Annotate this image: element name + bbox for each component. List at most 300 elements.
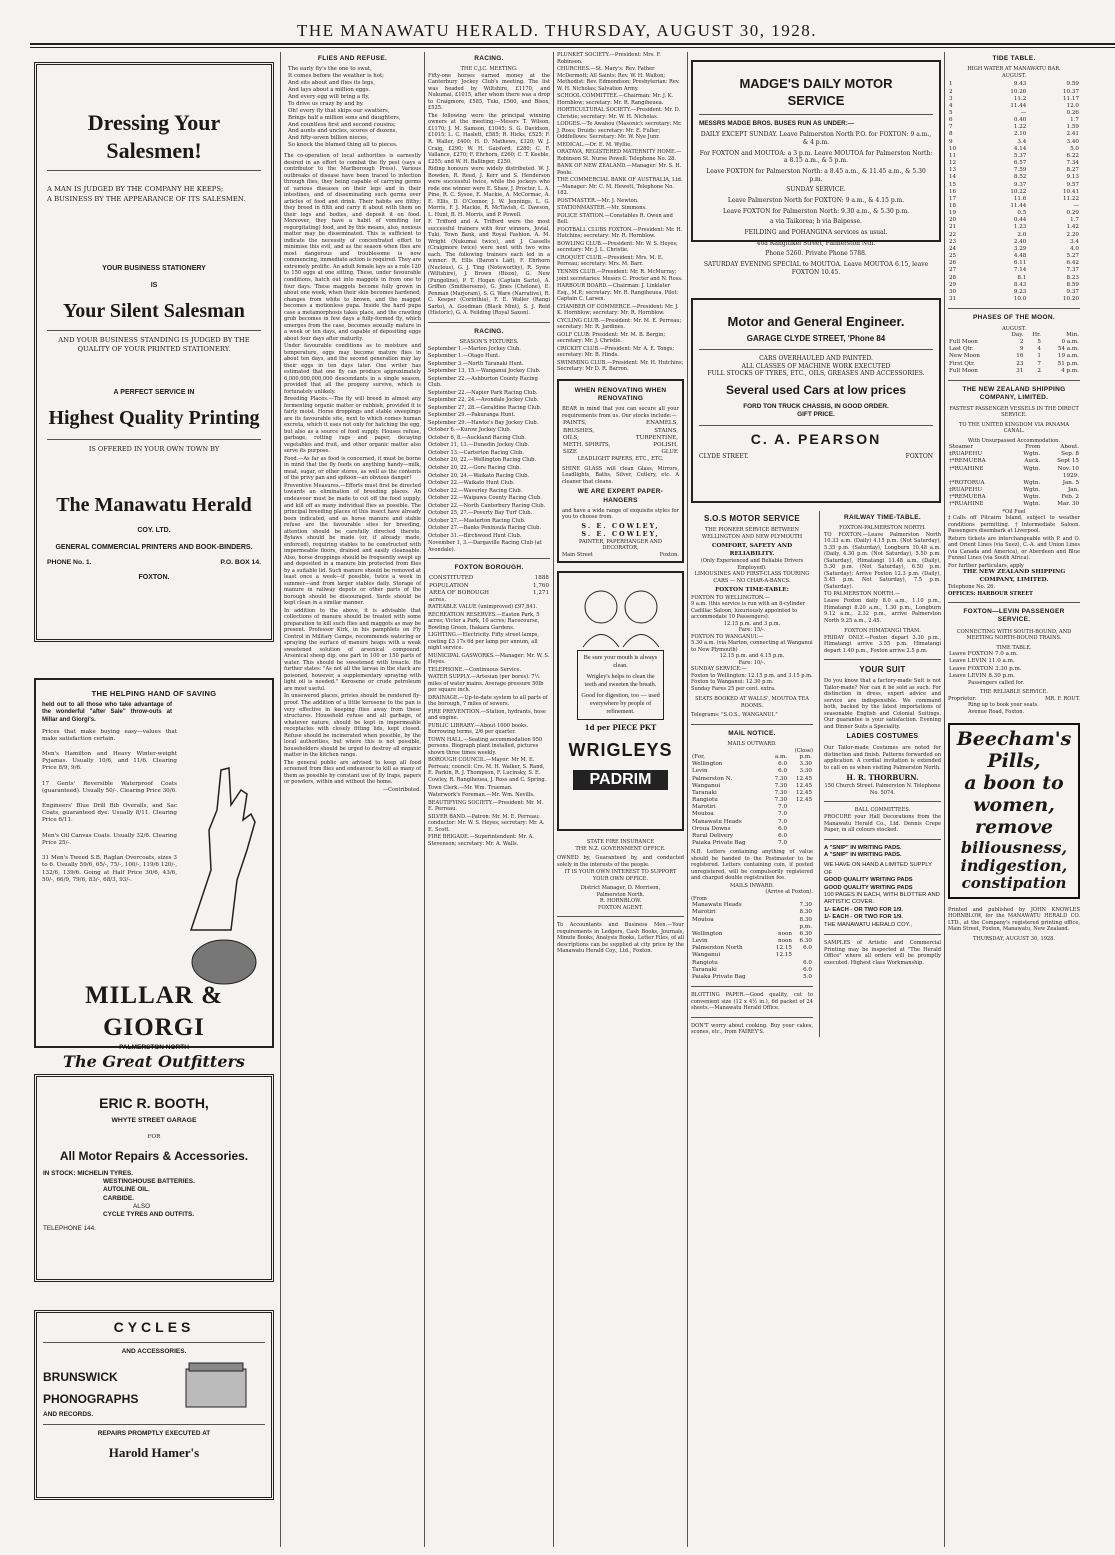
- list-item: Town Clerk.—Mr. Wm. Trueman.: [428, 784, 513, 791]
- table-row: [948, 103, 1080, 110]
- table-cell: 12.45: [795, 789, 812, 796]
- mail-outward-table: [691, 754, 813, 847]
- poem-line: Oh! every fly that skips our swatters,: [288, 107, 390, 114]
- table-cell: Wgtn.: [1023, 501, 1041, 508]
- fixture-item: October 27.—Banks Peninsula Racing Club.: [428, 525, 541, 532]
- pearson-ad: [691, 298, 941, 503]
- table-row: [948, 480, 1080, 487]
- table-cell: 10.41: [1062, 188, 1079, 195]
- table-cell: 8.27: [1066, 167, 1079, 174]
- table-cell: 7.34: [1066, 160, 1079, 167]
- ad-line: (Only Experienced and Reliable Drivers Employed).: [700, 558, 804, 571]
- table-cell: 1,760: [532, 582, 549, 589]
- ad-line: WHYTE STREET GARAGE: [111, 1116, 197, 1124]
- table-cell: 19: [949, 210, 957, 217]
- table-cell: 2.41: [1066, 131, 1079, 138]
- ad-line: Ring up to book your seats.: [968, 702, 1039, 709]
- table-cell: Palmerston North: [692, 945, 743, 952]
- table-cell: 8: [949, 131, 953, 138]
- table-cell: 0.29: [1066, 210, 1079, 217]
- table-cell: —: [1020, 109, 1027, 116]
- article-title: FLIES AND REFUSE.: [317, 55, 388, 62]
- table-row: [691, 938, 813, 945]
- column-divider: [687, 52, 688, 1547]
- table-cell: Oroua Downs: [692, 825, 731, 832]
- table-cell: [793, 952, 813, 959]
- ad-line: IT IS YOUR OWN INTEREST TO SUPPORT YOUR OWN OFFICE.: [564, 869, 677, 882]
- column-divider: [424, 52, 425, 1547]
- table-row: [691, 833, 813, 840]
- table-cell: 1929.: [1062, 472, 1079, 479]
- ad-line: GARAGE CLYDE STREET, 'Phone 84: [746, 333, 886, 343]
- table-row: [691, 840, 813, 847]
- ad-headline: All Motor Repairs & Accessories.: [59, 1148, 249, 1163]
- ad-line: Passengers called for.: [968, 679, 1025, 686]
- fixture-item: October 6, 8.—Auckland Racing Club.: [428, 434, 526, 441]
- table-cell: 6.0: [803, 945, 812, 952]
- list-item: FOOTBALL CLUBS FOXTON.—President: Mr. H. Hutchins; secretary: Mr. R. Hornblow.: [557, 226, 683, 240]
- ad-line: Our Tailor-made Costumes are noted for distinction and finish. Patterns forwarded on application. A cordial invitation is extended to call on us when visiting Palmerston North.: [824, 745, 941, 771]
- table-cell: 7: [949, 124, 953, 131]
- table-row: [948, 275, 1080, 282]
- table-cell: 11.44: [1010, 102, 1027, 109]
- table-cell: 0 a.m.: [1061, 339, 1079, 346]
- ad-line: WESTINGHOUSE BATTERIES.: [103, 1178, 195, 1186]
- fixture-item: September 1.—Marton Jockey Club.: [428, 345, 521, 352]
- ad-line: MESSRS MADGE BROS. BUSES RUN AS UNDER:—: [699, 120, 855, 128]
- ad-line: R. HORNBLOW.: [599, 898, 642, 905]
- ad-line: COMFORT, SAFETY AND RELIABILITY.: [711, 543, 793, 557]
- table-cell: Wgtn.: [1023, 465, 1041, 472]
- ad-headline: The Manawatu Herald: [56, 494, 252, 517]
- table-cell: ‡RUAPEHU: [949, 451, 983, 458]
- table-cell: 9.57: [1066, 181, 1079, 188]
- ad-headline: THE HELPING HAND OF SAVING: [91, 689, 217, 698]
- table-cell: 5.37: [1013, 152, 1027, 159]
- ad-line: FOXTON.: [138, 573, 170, 581]
- poem-line: And sits about and flies its legs,: [288, 80, 375, 87]
- table-row: [691, 783, 813, 790]
- table-cell: Wanganui: [692, 952, 721, 959]
- imprint-date: THURSDAY, AUGUST 30, 1928.: [972, 935, 1056, 942]
- list-item: HORTICULTURAL SOCIETY.—President: Mr. D. Christie; secretary: Mr. W. H. Nicholas.: [557, 107, 681, 120]
- paragraph: Riding honours were widely distributed. W. J. Bowden, R. Reed, J. Kerr and S. Henderson were successful twice, while the jockeys who rode one winner were E. Shaw, J. Procter, L. A. Pine, R. C. Sysoe, E. Mackie, A. McCormac, A. E. Ellis, D. O'Connor, J. W. Jennings, L. G. Morris, F. J. Mackie, R. McTavish, C. Dawson, L. Hunt, B. H. Morris, and P. Powell.: [428, 166, 550, 218]
- list-item: ORATAVA, REGISTERED MATERNITY HOME.—Robinson St. Nurse Powell. Telephone No. 28.: [557, 149, 682, 162]
- table-cell: Wanganui: [692, 782, 721, 789]
- table-row: [562, 449, 679, 456]
- table-row: [948, 487, 1080, 494]
- table-cell: 9.23: [1013, 288, 1027, 295]
- table-cell: †*ROTORUA: [949, 479, 985, 486]
- ad-line: SEATS BOOKED AT WALLS', MOUTOA TEA ROOMS.: [695, 696, 809, 709]
- brand-sub: PALMERSTON NORTH: [119, 1044, 189, 1051]
- table-row: [948, 124, 1080, 131]
- table-cell: [788, 819, 813, 826]
- list-item: BEAUTIFYING SOCIETY.—President: Mr. M. E. Perreau.: [428, 799, 544, 813]
- table-cell: [768, 909, 793, 916]
- table-cell: Leave LEVIN 11.0 a.m.: [949, 658, 1015, 665]
- table-cell: 7.0: [778, 804, 788, 811]
- ad-line: FORD TON TRUCK CHASSIS, IN GOOD ORDER.: [743, 403, 889, 411]
- article-subtitle: HIGH WATER AT MANAWATU BAR.: [967, 66, 1061, 73]
- table-cell: First Qtr.: [949, 360, 975, 367]
- table-cell: TURPENTINE,: [635, 434, 678, 441]
- table-cell: Sept 15: [1057, 458, 1079, 465]
- ad-line: IN STOCK: MICHELIN TYRES.: [43, 1170, 134, 1178]
- ad-line: FOR: [147, 1133, 161, 1140]
- table-caption: MAILS INWARD.: [730, 882, 774, 889]
- list-item: BOWLING CLUB.—President: Mr. W. S. Heyes; secretary: Mr. J. L. Christie.: [557, 240, 678, 254]
- table-cell: Wgtn.: [1023, 451, 1041, 458]
- table-row: [428, 575, 550, 582]
- notice-cakes: DON'T worry about cooking. Buy your cakes, scones, etc., from FAIREY'S.: [691, 1022, 813, 1036]
- table-cell: 1: [949, 81, 953, 88]
- table-cell: —: [1073, 203, 1079, 209]
- schedule-line: SUNDAY SERVICE.: [786, 186, 846, 194]
- table-caption: (Close): [794, 747, 813, 754]
- table-row: [948, 203, 1080, 210]
- table-row: [691, 776, 813, 783]
- phone-number: PHONE No. 1.: [47, 558, 92, 566]
- table-cell: 1888: [534, 575, 549, 582]
- ad-line: GIFT PRICE.: [797, 411, 835, 419]
- table-cell: [768, 974, 793, 981]
- list-item: WATER SUPPLY.—Artesian (per bores). 7½ miles of water mains. Average pressure 50lb per square inch.: [428, 674, 544, 694]
- list-item: SWIMMING CLUB.—President: Mr. H. Hutchins; Secretary: Mr D. R. Barron.: [557, 359, 684, 373]
- table-cell: [788, 804, 813, 811]
- ad-line: GOOD QUALITY WRITING PADS: [824, 884, 913, 891]
- ad-line: A BUSINESS BY THE APPEARANCE OF ITS SALESMEN.: [47, 195, 246, 203]
- ad-line: CLYDE STREET.: [699, 452, 749, 460]
- table-row: [562, 435, 679, 442]
- table-row: [948, 353, 1080, 360]
- table-cell: Wellington: [692, 930, 723, 937]
- table-cell: 4.48: [1013, 253, 1027, 260]
- table-row: [562, 442, 679, 449]
- table-row: [948, 167, 1080, 174]
- table-cell: Feb. 2: [1061, 494, 1079, 501]
- schedule-line: DAILY EXCEPT SUNDAY. Leave Palmerston North P.O. for FOXTON: 9 a.m., & 4 p.m.: [700, 131, 932, 146]
- table-cell: 6.30: [799, 930, 812, 937]
- ad-line: Good for digestion, too — used everywhere by people of refinement.: [581, 691, 660, 715]
- list-item: RECREATION RESERVES.—Easton Park, 5 acres; Victor a Park, 10 acres; Racecourse, Bowling Green, Ihakara Gardens.: [428, 611, 540, 631]
- ad-headline: S.O.S MOTOR SERVICE: [703, 514, 801, 523]
- table-row: [948, 160, 1080, 167]
- levin-timetable: [948, 651, 1080, 680]
- ad-line: constipation: [961, 874, 1067, 893]
- ad-item: 17 Gents' Reversible Waterproof Coats (guaranteed). Usually 50/-. Clearing Price 30/6.: [42, 780, 177, 794]
- table-caption: MAILS OUTWARD.: [727, 741, 777, 748]
- ad-line: 1/- EACH - OR TWO FOR 1/9.: [824, 914, 903, 921]
- table-row: [948, 110, 1080, 117]
- ad-headline: CYCLES: [113, 1319, 195, 1335]
- table-row: [948, 651, 1023, 658]
- table-cell: 6.42: [1066, 260, 1079, 267]
- table-cell: 9.37: [1066, 288, 1079, 295]
- fixture-item: October 20, 22.—Gore Racing Club.: [428, 464, 521, 471]
- ad-headline: WE ARE EXPERT PAPER-HANGERS: [577, 488, 664, 504]
- ad-line: 1/- EACH - OR TWO FOR 1/9.: [824, 906, 903, 913]
- table-cell: 1,271: [532, 589, 549, 596]
- table-row: [691, 917, 813, 924]
- table-cell: Auck.: [1024, 458, 1041, 465]
- table-row: [948, 282, 1080, 289]
- ad-line: AND YOUR BUSINESS STANDING IS JUDGED BY THE QUALITY OF YOUR PRINTED STATIONERY.: [58, 336, 250, 353]
- table-cell: Rangiotu: [692, 797, 718, 804]
- column-6: [948, 52, 1080, 1547]
- table-cell: †*REMUERA: [949, 458, 986, 465]
- millar-giorgi-ad: [34, 678, 274, 1072]
- list-item: RATEABLE VALUE (unimproved) £97,841.: [428, 604, 538, 611]
- table-cell: [691, 924, 768, 931]
- ad-line: YOUR BUSINESS STATIONERY: [102, 264, 206, 272]
- article-title: TIDE TABLE.: [992, 55, 1036, 62]
- table-cell: Mar. 30: [1057, 501, 1079, 508]
- table-cell: 23: [949, 238, 957, 245]
- table-cell: 7.30: [774, 789, 788, 796]
- list-item: GOLF CLUB: President: Mr. M. B. Bergin; secretary: Mr. J. Christie.: [557, 331, 666, 345]
- table-cell: 8.23: [1066, 274, 1079, 281]
- table-cell: [1011, 473, 1042, 480]
- schedule-line: FEILDING and POHANGINA services as usual.: [744, 229, 888, 237]
- ad-headline: ERIC R. BOOTH,: [99, 1095, 209, 1111]
- table-cell: Taranaki: [692, 966, 717, 973]
- table-cell: 10.20: [1062, 296, 1079, 303]
- fixture-item: September 29.—Pakuranga Hunt.: [428, 412, 516, 419]
- ad-line: Be sure your mouth is always clean.: [583, 654, 658, 670]
- table-cell: 3.30: [799, 768, 812, 775]
- table-cell: noon: [777, 930, 792, 937]
- list-item: STATIONMASTER.—Mr. Simmons.: [557, 205, 647, 212]
- table-cell: 8.59: [1066, 281, 1079, 288]
- article-title: FOXTON BOROUGH.: [454, 564, 524, 572]
- ad-line: BRUNSWICK: [43, 1370, 118, 1385]
- poem-line: And countless first and second cousins;: [288, 121, 396, 128]
- list-item: SILVER BAND.—Patron: Mr. M. E. Perreau; conductor: Mr. W. S. Heyes; secretary: Mr. A. E. Scott.: [428, 813, 545, 833]
- table-cell: 7.0: [778, 840, 788, 847]
- table-cell: [948, 473, 1011, 480]
- list-item: DRAINAGE.—Up-to-date system to all parts of the borough, 7 miles of sewers.: [428, 694, 548, 708]
- poem-line: So knock the blamed thing all to pieces.: [288, 142, 398, 149]
- table-cell: 26: [949, 260, 957, 267]
- list-item: THE COMMERCIAL BANK OF AUSTRALIA, Ltd.—Manager: Mr. C. M. Hewett, Telephone No. 182.: [557, 177, 683, 197]
- table-row: [948, 296, 1080, 303]
- table-row: [691, 826, 813, 833]
- table-row: [428, 590, 550, 597]
- ad-line: OFFICES: HARBOUR STREET: [948, 590, 1033, 597]
- table-row: [948, 117, 1080, 124]
- table-cell: 8.52: [1013, 174, 1027, 181]
- ad-line: THE N.Z. GOVERNMENT OFFICE.: [575, 845, 666, 852]
- ad-line: FOXTON: [905, 452, 933, 460]
- table-cell: [788, 833, 813, 840]
- list-item: TOWN HALL.—Seating accommodation 950 persons. Biograph plant installed, pictures shown three times weekly.: [428, 736, 543, 756]
- table-row: [948, 361, 1080, 368]
- table-row: [948, 458, 1080, 465]
- fixture-item: October 22.—Waverley Racing Club.: [428, 487, 523, 494]
- brand-logo: WRIGLEYS: [568, 739, 673, 760]
- table-row: [691, 804, 813, 811]
- table-cell: Jan.: [1068, 487, 1079, 494]
- table-cell: 12.45: [795, 782, 812, 789]
- table-cell: 24: [949, 245, 957, 252]
- notice-accountants: To Accountants and Business Men.—Your requirements in Ledgers, Cash Books, Journals, Minute Books, Analysis Books, Letter Files, of all descriptions can be supplied at city price by the Manawatu Herald Coy., Ltd., Foxton.: [557, 922, 684, 955]
- table-cell: 9.59: [1066, 81, 1079, 88]
- article-title: PHASES OF THE MOON.: [973, 314, 1055, 322]
- ad-line: TELEPHONE 144.: [43, 1225, 96, 1233]
- fixture-item: September 22, 24.—Avondale Jockey Club.: [428, 397, 539, 404]
- table-row: [948, 451, 1080, 458]
- ad-line: IS OFFERED IN YOUR OWN TOWN BY: [88, 445, 220, 454]
- list-item: TELEPHONE.—Continuous Service.: [428, 666, 522, 673]
- brand-tagline: The Great Outfitters: [63, 1052, 245, 1072]
- table-cell: †*REMUERA: [949, 494, 986, 501]
- table-cell: p.m.: [799, 754, 812, 761]
- article-subtitle: SEASON'S FIXTURES.: [459, 339, 519, 346]
- table-cell: 6.0: [803, 959, 812, 966]
- table-cell: 51 p.m.: [1057, 360, 1079, 367]
- list-item: LODGES.—Te Awahou (Masonic): secretary: Mr. J. Ross; Druids: secretary: Mr. E. Fuller; Oddfellows: Secretary: Mr. W. Nye Junr.: [557, 121, 682, 141]
- ad-line: H. R. THORBURN.: [846, 773, 919, 783]
- list-item: BANK OF NEW ZEALAND.—Manager: Mr. S. H. Poole.: [557, 163, 682, 176]
- table-cell: 18: [949, 203, 957, 209]
- table-row: [691, 909, 813, 916]
- eric-booth-ad: [34, 1074, 274, 1282]
- ad-item: 31 Men's Tweed S.B. Raglan Overcoats, sizes 3 to 6. Usually 59/6, 65/-, 75/-, 100/-, 119/6 120/-, 132/6, 139/6. Going at Half Price 30/6, 43/6, 50/-, 66/9, 79/6, 83/-, 68/3, 93/-.: [42, 855, 177, 883]
- ad-headline: LADIES COSTUMES: [846, 733, 919, 741]
- table-cell: †*RUAHINE: [949, 465, 984, 472]
- fixture-item: September 13, 15.—Wanganui Jockey Club.: [428, 368, 541, 375]
- table-row: [691, 761, 813, 768]
- ad-line: Main Street: [562, 551, 593, 558]
- table-cell: 22: [949, 231, 957, 238]
- ad-headline: Your Silent Salesman: [63, 299, 245, 322]
- ad-line: GENERAL COMMERCIAL PRINTERS AND BOOK-BINDERS.: [55, 543, 253, 551]
- column-2: [284, 52, 421, 1547]
- table-cell: 11.6: [1013, 195, 1027, 202]
- table-cell: noon: [777, 938, 792, 945]
- borough-list: [428, 604, 550, 847]
- goods-table: [562, 420, 679, 456]
- ad-line: A "SNIP" IN WRITING PADS.: [824, 851, 902, 858]
- paragraph: The co-operation of local authorities is earnestly desired in an effort to combat the fly pest (says a contributor to the Marlborough Press). Various outbreaks of disease have been traced to infection through flies, they being capable of carrying germs of various diseases on their legs and in their intestines, and of disseminating such germs over articles of food and drink. Their habits are filthy; they breed in filth and carry it about with them on their legs and bodies, and deposit it on food. Moreover, they have a habit of vomiting (or regurgitating) food, and by this means, also, noxious matter may be disseminated. This is sufficient to indicate the necessity of concentrated effort to minimise this evil, and as the season when flies are most dangerous and troublesome is now commencing, immediate action is required. They are extremely prolific. An adult female lays as a rule 120 to 150 eggs at one sitting. These, under favourable conditions, hatch out into maggots in from one to four days. These maggots become fully grown in about one week, when their skin becomes hardened, changes from white to brown, and the maggot becomes a motionless pupa. Inside the hard pupa case a metamorphosis takes place, and the crawling grub becomes in few days a fully-formed fly, which emerges from the case, becomes sexually mature in a week or ten days, and capable of depositing eggs about four days after maturity.: [284, 153, 421, 342]
- couple-illustration: [563, 577, 678, 647]
- table-cell: 1.7: [1070, 117, 1079, 124]
- table-cell: a.m.: [774, 754, 788, 761]
- beechams-ad: [948, 723, 1080, 898]
- table-cell: 31: [1016, 367, 1024, 374]
- table-cell: 7.30: [774, 797, 788, 804]
- table-row: [948, 658, 1023, 665]
- table-cell: 20: [949, 217, 957, 224]
- table-cell: [768, 960, 793, 967]
- table-cell: 0.44: [1013, 217, 1027, 224]
- table-row: [691, 902, 813, 909]
- ad-line: Proprietor:: [948, 695, 977, 702]
- ad-line: 12.15 p.m. and 3 p.m.: [723, 620, 781, 627]
- fixture-item: October 22.—Waikato Hunt Club.: [428, 480, 515, 487]
- table-row: [691, 931, 813, 938]
- article-title: RACING.: [474, 55, 504, 62]
- ad-headline: FOXTON—LEVIN PASSENGER SERVICE.: [963, 608, 1065, 624]
- table-row: [948, 196, 1080, 203]
- fixture-item: September 3.—North Taranaki Hunt.: [428, 360, 524, 367]
- fixture-item: October 6.—Kurow Jockey Club.: [428, 427, 512, 434]
- table-cell: 16: [949, 188, 957, 195]
- table-cell: 1.7: [1070, 217, 1079, 224]
- ad-line: biliousness,: [960, 837, 1068, 857]
- table-cell: Rangiotu: [692, 959, 718, 966]
- table-cell: ‡RUAPEHU: [949, 487, 983, 494]
- table-cell: Wgtn.: [1023, 487, 1041, 494]
- table-cell: 6: [949, 117, 953, 124]
- tide-table: [948, 81, 1080, 303]
- list-item: FIRE PREVENTION.—Station, hydrants, hose and engine.: [428, 708, 546, 722]
- list-item: FIRE BRIGADE.—Superintendent: Mr. A. Stevenson; secretary: Mr. A. Walls.: [428, 834, 534, 847]
- table-cell: Jan. 5: [1062, 479, 1079, 486]
- table-cell: Palmerston N.: [692, 775, 733, 782]
- table-row: [948, 289, 1080, 296]
- ad-line: Foxton to Wellington: 12.15 p.m. and 3.15 p.m.: [691, 672, 813, 679]
- table-cell: 11.2: [1013, 95, 1027, 102]
- timetable-text: TO FOXTON.—Leave Palmerston North 10.33 a.m. (Daily) 4.15 p.m. (Not Saturday), 5.35 p.m. (Saturday), Longburn 10.48 a.m. (Daily, 4.30 p.m. (Not Saturday), 5.50 p.m. (Saturday), Himatangi 11.48 a.m. (Daily), 5.30 p.m. (Not Saturday), 6.50 p.m. (Saturday); Arrive Foxton 12.3 p.m. (Daily), 5.45 p.m. Not Saturday), 7.5 p.m. (Saturday).: [824, 531, 941, 590]
- table-cell: POPULATION: [429, 582, 469, 589]
- table-row: [948, 96, 1080, 103]
- table-cell: Leave LEVIN 8.30 p.m.: [949, 672, 1016, 679]
- table-cell: 8.30: [799, 916, 812, 923]
- ad-headline: BALL COMMITTEES.: [854, 807, 911, 814]
- ad-line: PAINTER, PAPERHANGER AND DECORATOR,: [579, 538, 662, 552]
- table-cell: BRUSHES,: [563, 427, 595, 434]
- table-cell: [768, 967, 793, 974]
- schedule-line: Leave FOXTON for Palmerston North: a 8.45 a.m., & 11.45 a.m., & 5.30 p.m.: [706, 167, 926, 183]
- notice-samples: SAMPLES of Artistic and Commercial Printing may be inspected at "The Herald Office" where all orders will be promptly executed. Highest class Workmanship.: [824, 940, 941, 966]
- table-cell: Paiaka Private Bag: [692, 973, 746, 980]
- table-cell: New Moon: [949, 353, 980, 360]
- table-cell: 4 p.m.: [1061, 367, 1079, 374]
- ad-line: Do you know that a factory-made Suit is not Tailor-made? Nor can it be sold as such. For distinction in dress, expert advice and service are indispensible. We command both, backed by the latest importations of seasonable English and Colonial Suitings. Our guarantee is your satisfaction. Evening and Dinner Suits a Speciality.: [824, 678, 941, 730]
- ad-line: women,: [973, 793, 1055, 816]
- cowley-ad: [557, 379, 684, 563]
- table-cell: Paiaka Private Bag: [692, 840, 746, 847]
- list-item: CROQUET CLUB.—President: Mrs. M. E. Perreau; secretary: Mrs. M. Barr.: [557, 254, 664, 268]
- ad-item: Prices that make buying easy—values that make satisfaction certain.: [42, 728, 177, 742]
- table-cell: Levin: [692, 768, 708, 775]
- timetable-heading: TO PALMERSTON NORTH.—: [824, 591, 901, 598]
- fixture-item: October 31.—Birchwood Hunt Club.: [428, 532, 522, 539]
- state-insurance-ad: [557, 839, 684, 911]
- ad-line: District Manager, D. Morrison,: [580, 885, 661, 892]
- timetable-heading: FOXTON HIMATANGI TRAM.: [844, 628, 921, 635]
- ad-headline: YOUR SUIT: [859, 665, 906, 675]
- table-cell: 10.37: [1062, 88, 1079, 95]
- table-row: [948, 253, 1080, 260]
- poem-line: Brings half a million sons and daughters,: [288, 114, 401, 121]
- table-cell: 13: [949, 167, 957, 174]
- article-title: RACING.: [474, 327, 504, 335]
- article-signoff: —Contributed.: [383, 786, 421, 793]
- ad-line: Foxton.: [659, 551, 679, 558]
- table-cell: Moutoa: [692, 811, 714, 818]
- article-title: MAIL NOTICE.: [728, 729, 776, 737]
- ad-line: remove: [974, 815, 1053, 838]
- ad-line: TO THE UNITED KINGDOM VIA PANAMA CANAL.: [958, 421, 1070, 435]
- table-cell: Marotiri: [692, 909, 716, 916]
- table-cell: p.m.: [799, 923, 812, 930]
- table-cell: OILS,: [563, 434, 579, 441]
- ad-line: AND RECORDS.: [43, 1410, 94, 1418]
- ad-line: A MAN IS JUDGED BY THE COMPANY HE KEEPS;: [47, 185, 224, 194]
